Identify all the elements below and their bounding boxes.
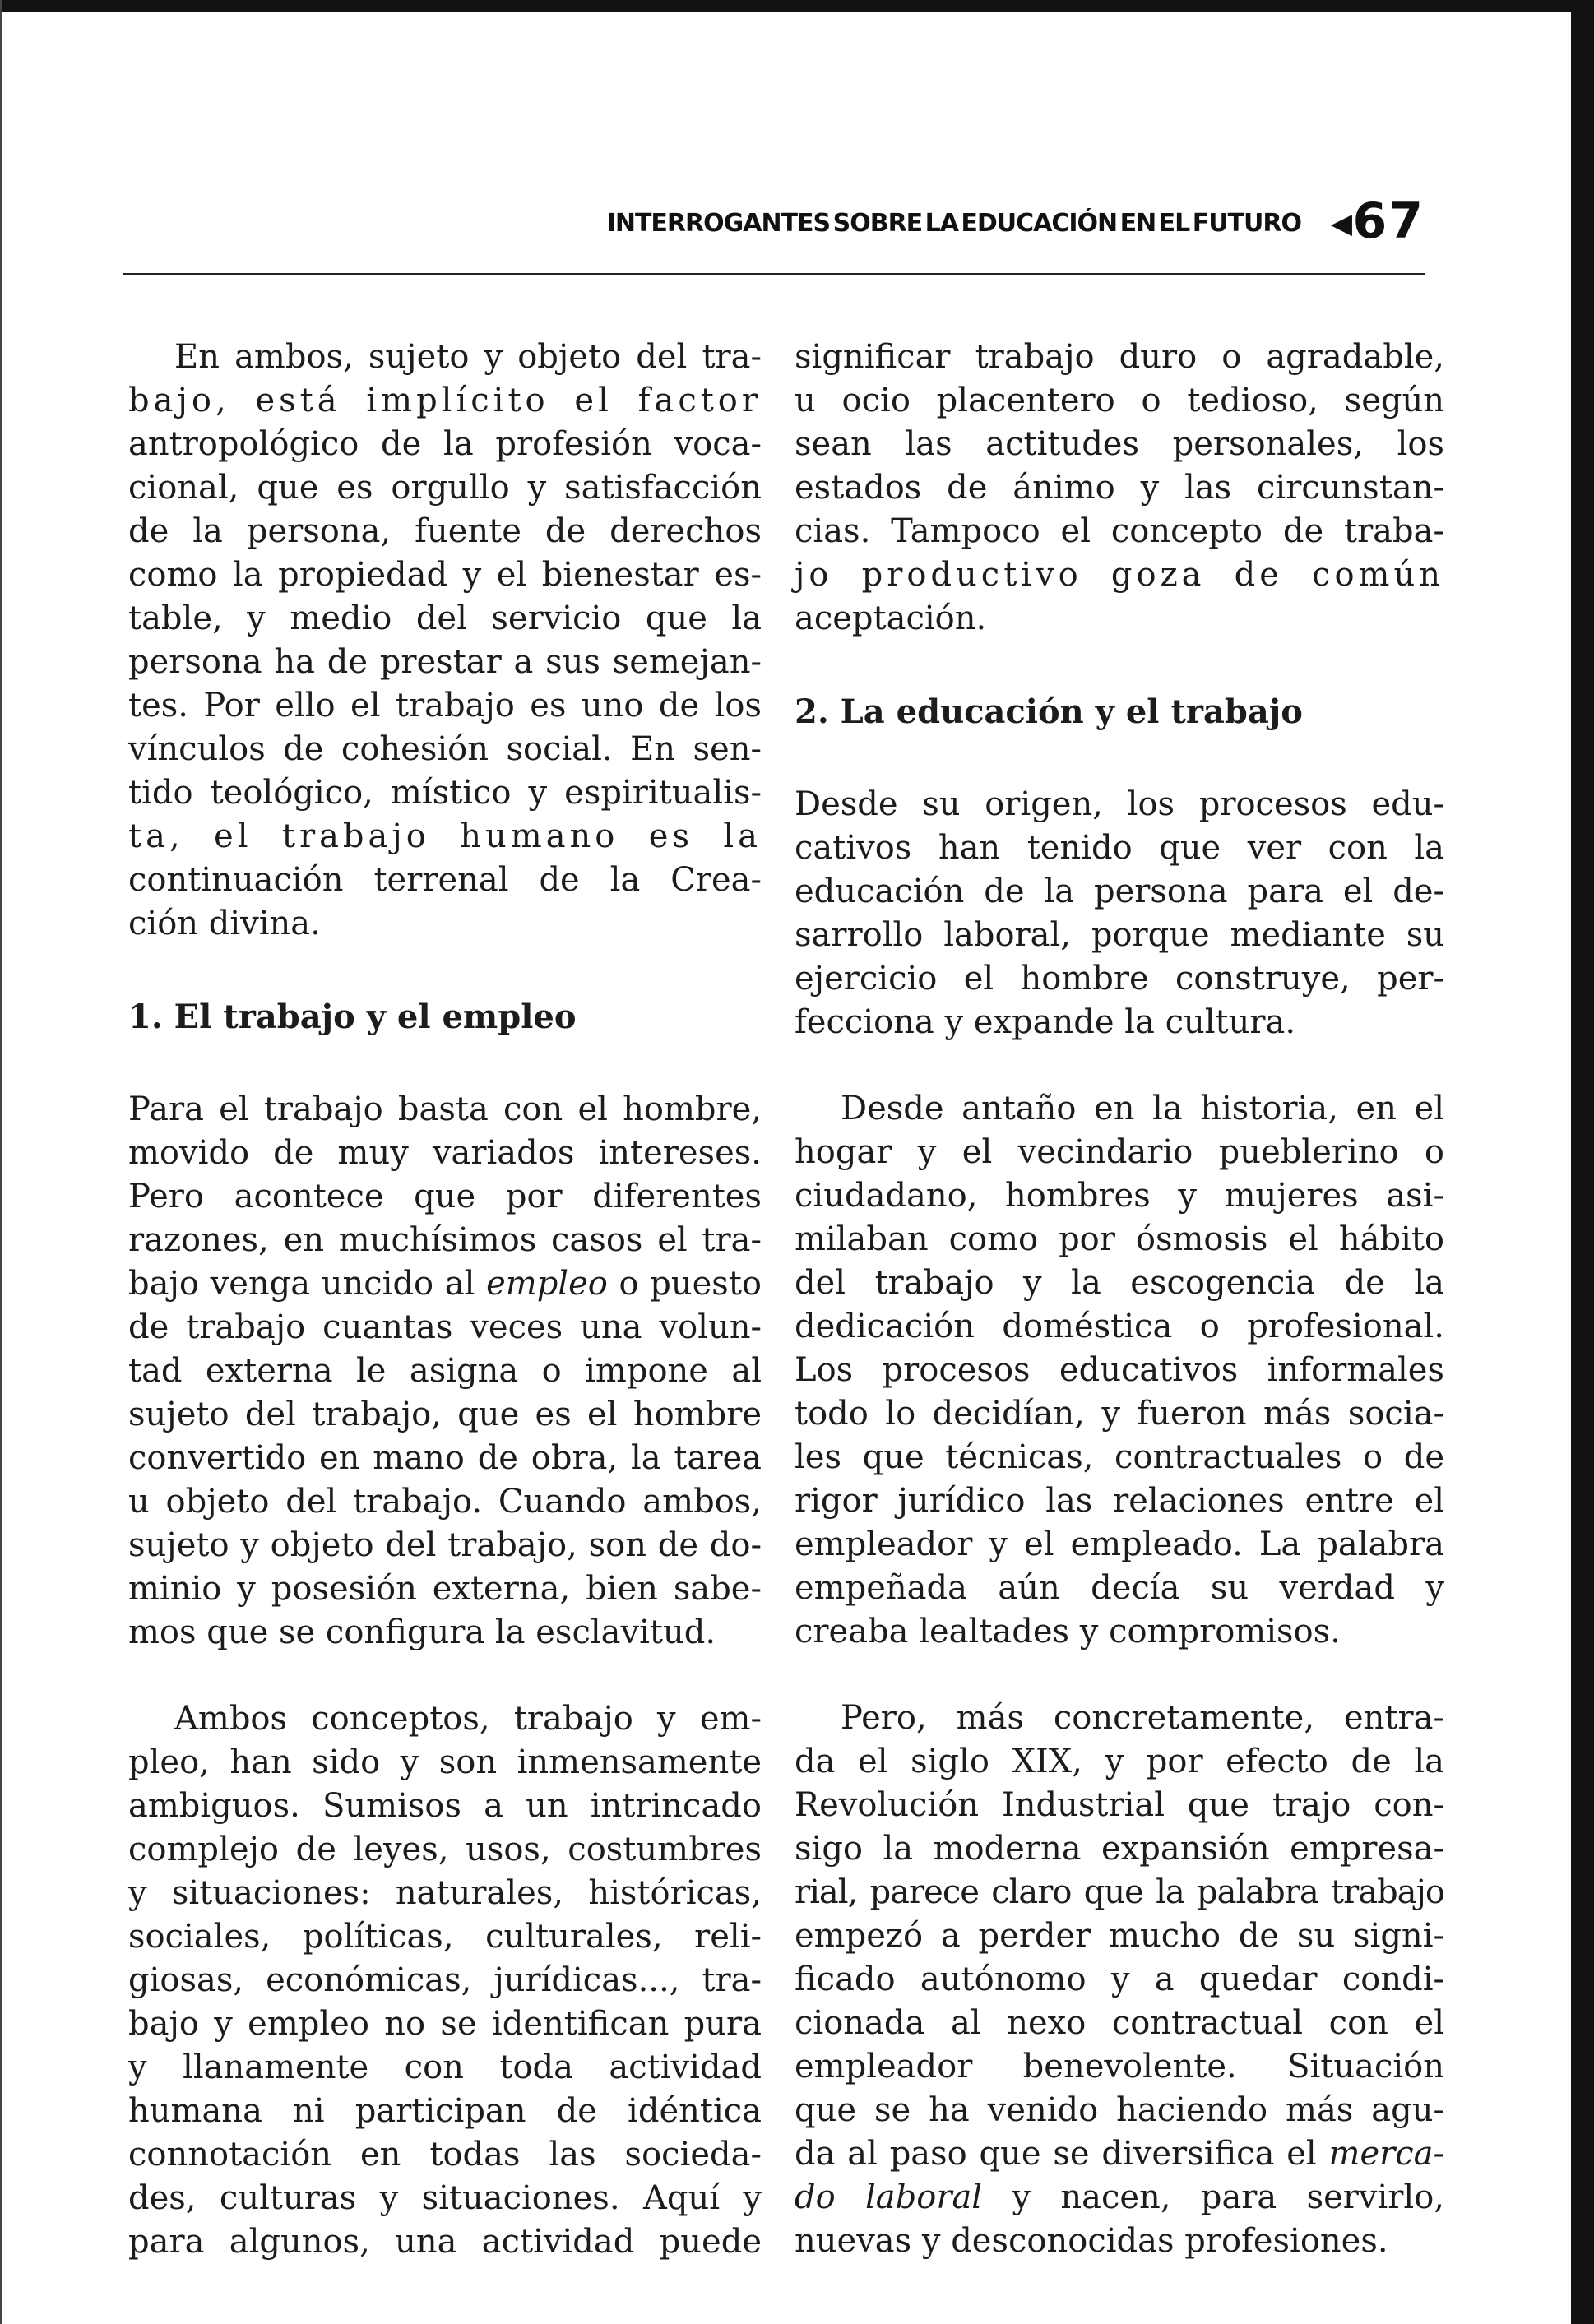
- text-line: jo productivo goza de común: [795, 556, 1444, 594]
- text-line: [795, 2132, 1444, 2176]
- text-line: humana ni participan de idéntica: [128, 2092, 762, 2130]
- text-line: y llanamente con toda actividad: [128, 2049, 762, 2086]
- paragraph-desde-su-origen: [795, 783, 1444, 1044]
- paragraph-significar: [795, 336, 1444, 641]
- paragraph-pero-mas: [795, 1697, 1444, 2263]
- text-line: fecciona y expande la cultura.: [795, 1003, 1296, 1041]
- text-line: hogar y el vecindario pueblerino o: [795, 1133, 1444, 1171]
- text-line: como la propiedad y el bienestar es-: [128, 556, 762, 594]
- text-line: de trabajo cuantas veces una volun-: [128, 1308, 762, 1346]
- text-line: u objeto del trabajo. Cuando ambos,: [128, 1483, 762, 1521]
- text-line: antropológico de la profesión voca-: [128, 425, 762, 463]
- text-line: cionada al nexo contractual con el: [795, 2004, 1444, 2042]
- right-column: [795, 336, 1444, 2263]
- text-line: empeñada aún decía su verdad y: [795, 1569, 1444, 1607]
- text-line: sociales, políticas, culturales, reli-: [128, 1918, 762, 1956]
- text-line: que se ha venido haciendo más agu-: [795, 2091, 1444, 2129]
- text-line: u ocio placentero o tedioso, según: [795, 382, 1444, 419]
- text-line: sarrollo laboral, porque mediante su: [795, 916, 1444, 954]
- text-line: cativos han tenido que ver con la: [795, 829, 1444, 867]
- paragraph-ambos-sujeto: [128, 336, 762, 946]
- paragraph-desde-antano: [795, 1087, 1444, 1654]
- text-line: pleo, han sido y son inmensamente: [128, 1743, 762, 1781]
- scan-border-top: [0, 0, 1594, 12]
- scan-border-right: [1571, 0, 1594, 2324]
- text-line: Para el trabajo basta con el hombre,: [128, 1090, 762, 1128]
- text-line: [795, 2176, 1444, 2220]
- text-line: creaba lealtades y compromisos.: [795, 1613, 1341, 1650]
- text-line: sujeto y objeto del trabajo, son de do-: [128, 1526, 762, 1564]
- text-line: educación de la persona para el de-: [795, 873, 1444, 910]
- text-line: tido teológico, místico y espiritualis-: [128, 774, 762, 812]
- paragraph-trabajo-hombre: [128, 1088, 762, 1655]
- text-line: les que técnicas, contractuales o de: [795, 1438, 1444, 1476]
- text-line: convertido en mano de obra, la tarea: [128, 1439, 762, 1477]
- text-line: ta, el trabajo humano es la: [128, 817, 762, 855]
- italic-term-mercado: merca-: [1328, 2135, 1445, 2173]
- text-fragment: y nacen, para servirlo,: [1012, 2178, 1445, 2216]
- text-line: da el siglo XIX, y por efecto de la: [795, 1743, 1444, 1780]
- text-fragment: o puesto: [619, 1265, 762, 1303]
- text-line: vínculos de cohesión social. En sen-: [128, 730, 762, 768]
- text-line: empleador benevolente. Situación: [795, 2048, 1444, 2086]
- text-line: minio y posesión externa, bien sabe-: [128, 1570, 762, 1608]
- text-line: significar trabajo duro o agradable,: [795, 338, 1444, 376]
- text-line: Desde antaño en la historia, en el: [841, 1090, 1444, 1127]
- text-line: complejo de leyes, usos, costumbres: [128, 1831, 762, 1868]
- text-line: table, y medio del servicio que la: [128, 600, 762, 637]
- italic-term-empleo: empleo: [486, 1265, 608, 1303]
- text-line: persona ha de prestar a sus semejan-: [128, 643, 762, 681]
- text-line: milaban como por ósmosis el hábito: [795, 1220, 1444, 1258]
- text-line: movido de muy variados intereses.: [128, 1134, 762, 1172]
- text-line: de la persona, fuente de derechos: [128, 512, 762, 550]
- text-line: cias. Tampoco el concepto de traba-: [795, 512, 1444, 550]
- text-line: todo lo decidían, y fueron más socia-: [795, 1395, 1444, 1433]
- text-line: aceptación.: [795, 600, 987, 637]
- paragraph-ambos-conceptos: [128, 1697, 762, 2264]
- section-heading-1: 1. El trabajo y el empleo: [128, 998, 577, 1036]
- text-line: mos que se configura la esclavitud.: [128, 1613, 716, 1651]
- text-line: ejercicio el hombre construye, per-: [795, 960, 1444, 998]
- text-line: connotación en todas las socieda-: [128, 2136, 762, 2174]
- text-line: sujeto del trabajo, que es el hombre: [128, 1396, 762, 1433]
- text-line: sean las actitudes personales, los: [795, 425, 1444, 463]
- left-arrow-icon: ◀: [1330, 207, 1352, 240]
- text-line: empezó a perder mucho de su signi-: [795, 1917, 1444, 1955]
- text-line: ción divina.: [128, 905, 321, 942]
- text-line: Los procesos educativos informales: [795, 1351, 1444, 1389]
- section-heading-2: 2. La educación y el trabajo: [795, 692, 1303, 731]
- text-line: y situaciones: naturales, históricas,: [128, 1874, 762, 1912]
- scan-border-left: [0, 0, 2, 2324]
- text-line: rigor jurídico las relaciones entre el: [795, 1482, 1444, 1520]
- text-line: rial, parece claro que la palabra trabajo: [795, 1873, 1444, 1911]
- text-line: Pero acontece que por diferentes: [128, 1178, 762, 1215]
- text-line: dedicación doméstica o profesional.: [795, 1308, 1444, 1345]
- text-line: ambiguos. Sumisos a un intrincado: [128, 1787, 762, 1825]
- text-line: bajo, está implícito el factor: [128, 382, 762, 419]
- text-line: tad externa le asigna o impone al: [128, 1352, 762, 1390]
- text-line: del trabajo y la escogencia de la: [795, 1264, 1444, 1302]
- text-line: razones, en muchísimos casos el tra-: [128, 1221, 762, 1259]
- italic-term-laboral: do laboral: [795, 2178, 983, 2216]
- text-line: [128, 1262, 762, 1306]
- text-line: des, culturas y situaciones. Aquí y: [128, 2179, 762, 2217]
- left-column: [128, 336, 762, 2264]
- text-line: giosas, económicas, jurídicas..., tra-: [128, 1961, 762, 1999]
- page-number: 67: [1352, 192, 1425, 250]
- text-line: ciudadano, hombres y mujeres asi-: [795, 1177, 1444, 1215]
- text-line: ficado autónomo y a quedar condi-: [795, 1961, 1444, 1998]
- text-line: bajo y empleo no se identifican pura: [128, 2005, 762, 2043]
- text-line: Revolución Industrial que trajo con-: [795, 1786, 1444, 1824]
- text-line: Pero, más concretamente, entra-: [841, 1699, 1444, 1737]
- text-line: tes. Por ello el trabajo es uno de los: [128, 687, 762, 725]
- text-line: nuevas y desconocidas profesiones.: [795, 2222, 1388, 2260]
- text-line: estados de ánimo y las circunstan-: [795, 469, 1444, 507]
- text-fragment: da al paso que se diversifica el: [795, 2135, 1317, 2173]
- text-line: para algunos, una actividad puede: [128, 2223, 762, 2261]
- text-line: continuación terrenal de la Crea-: [128, 861, 762, 899]
- text-line: Ambos conceptos, trabajo y em-: [174, 1700, 762, 1738]
- text-line: Desde su origen, los procesos edu-: [795, 785, 1444, 823]
- text-fragment: bajo venga uncido al: [128, 1265, 475, 1303]
- text-line: sigo la moderna expansión empresa-: [795, 1830, 1444, 1868]
- text-line: empleador y el empleado. La palabra: [795, 1525, 1444, 1563]
- page-header: [123, 191, 1425, 275]
- text-line: cional, que es orgullo y satisfacción: [128, 469, 762, 507]
- text-line: En ambos, sujeto y objeto del tra-: [174, 338, 762, 376]
- running-title: INTERROGANTES SOBRE LA EDUCACIÓN EN EL FUTURO: [606, 209, 1301, 238]
